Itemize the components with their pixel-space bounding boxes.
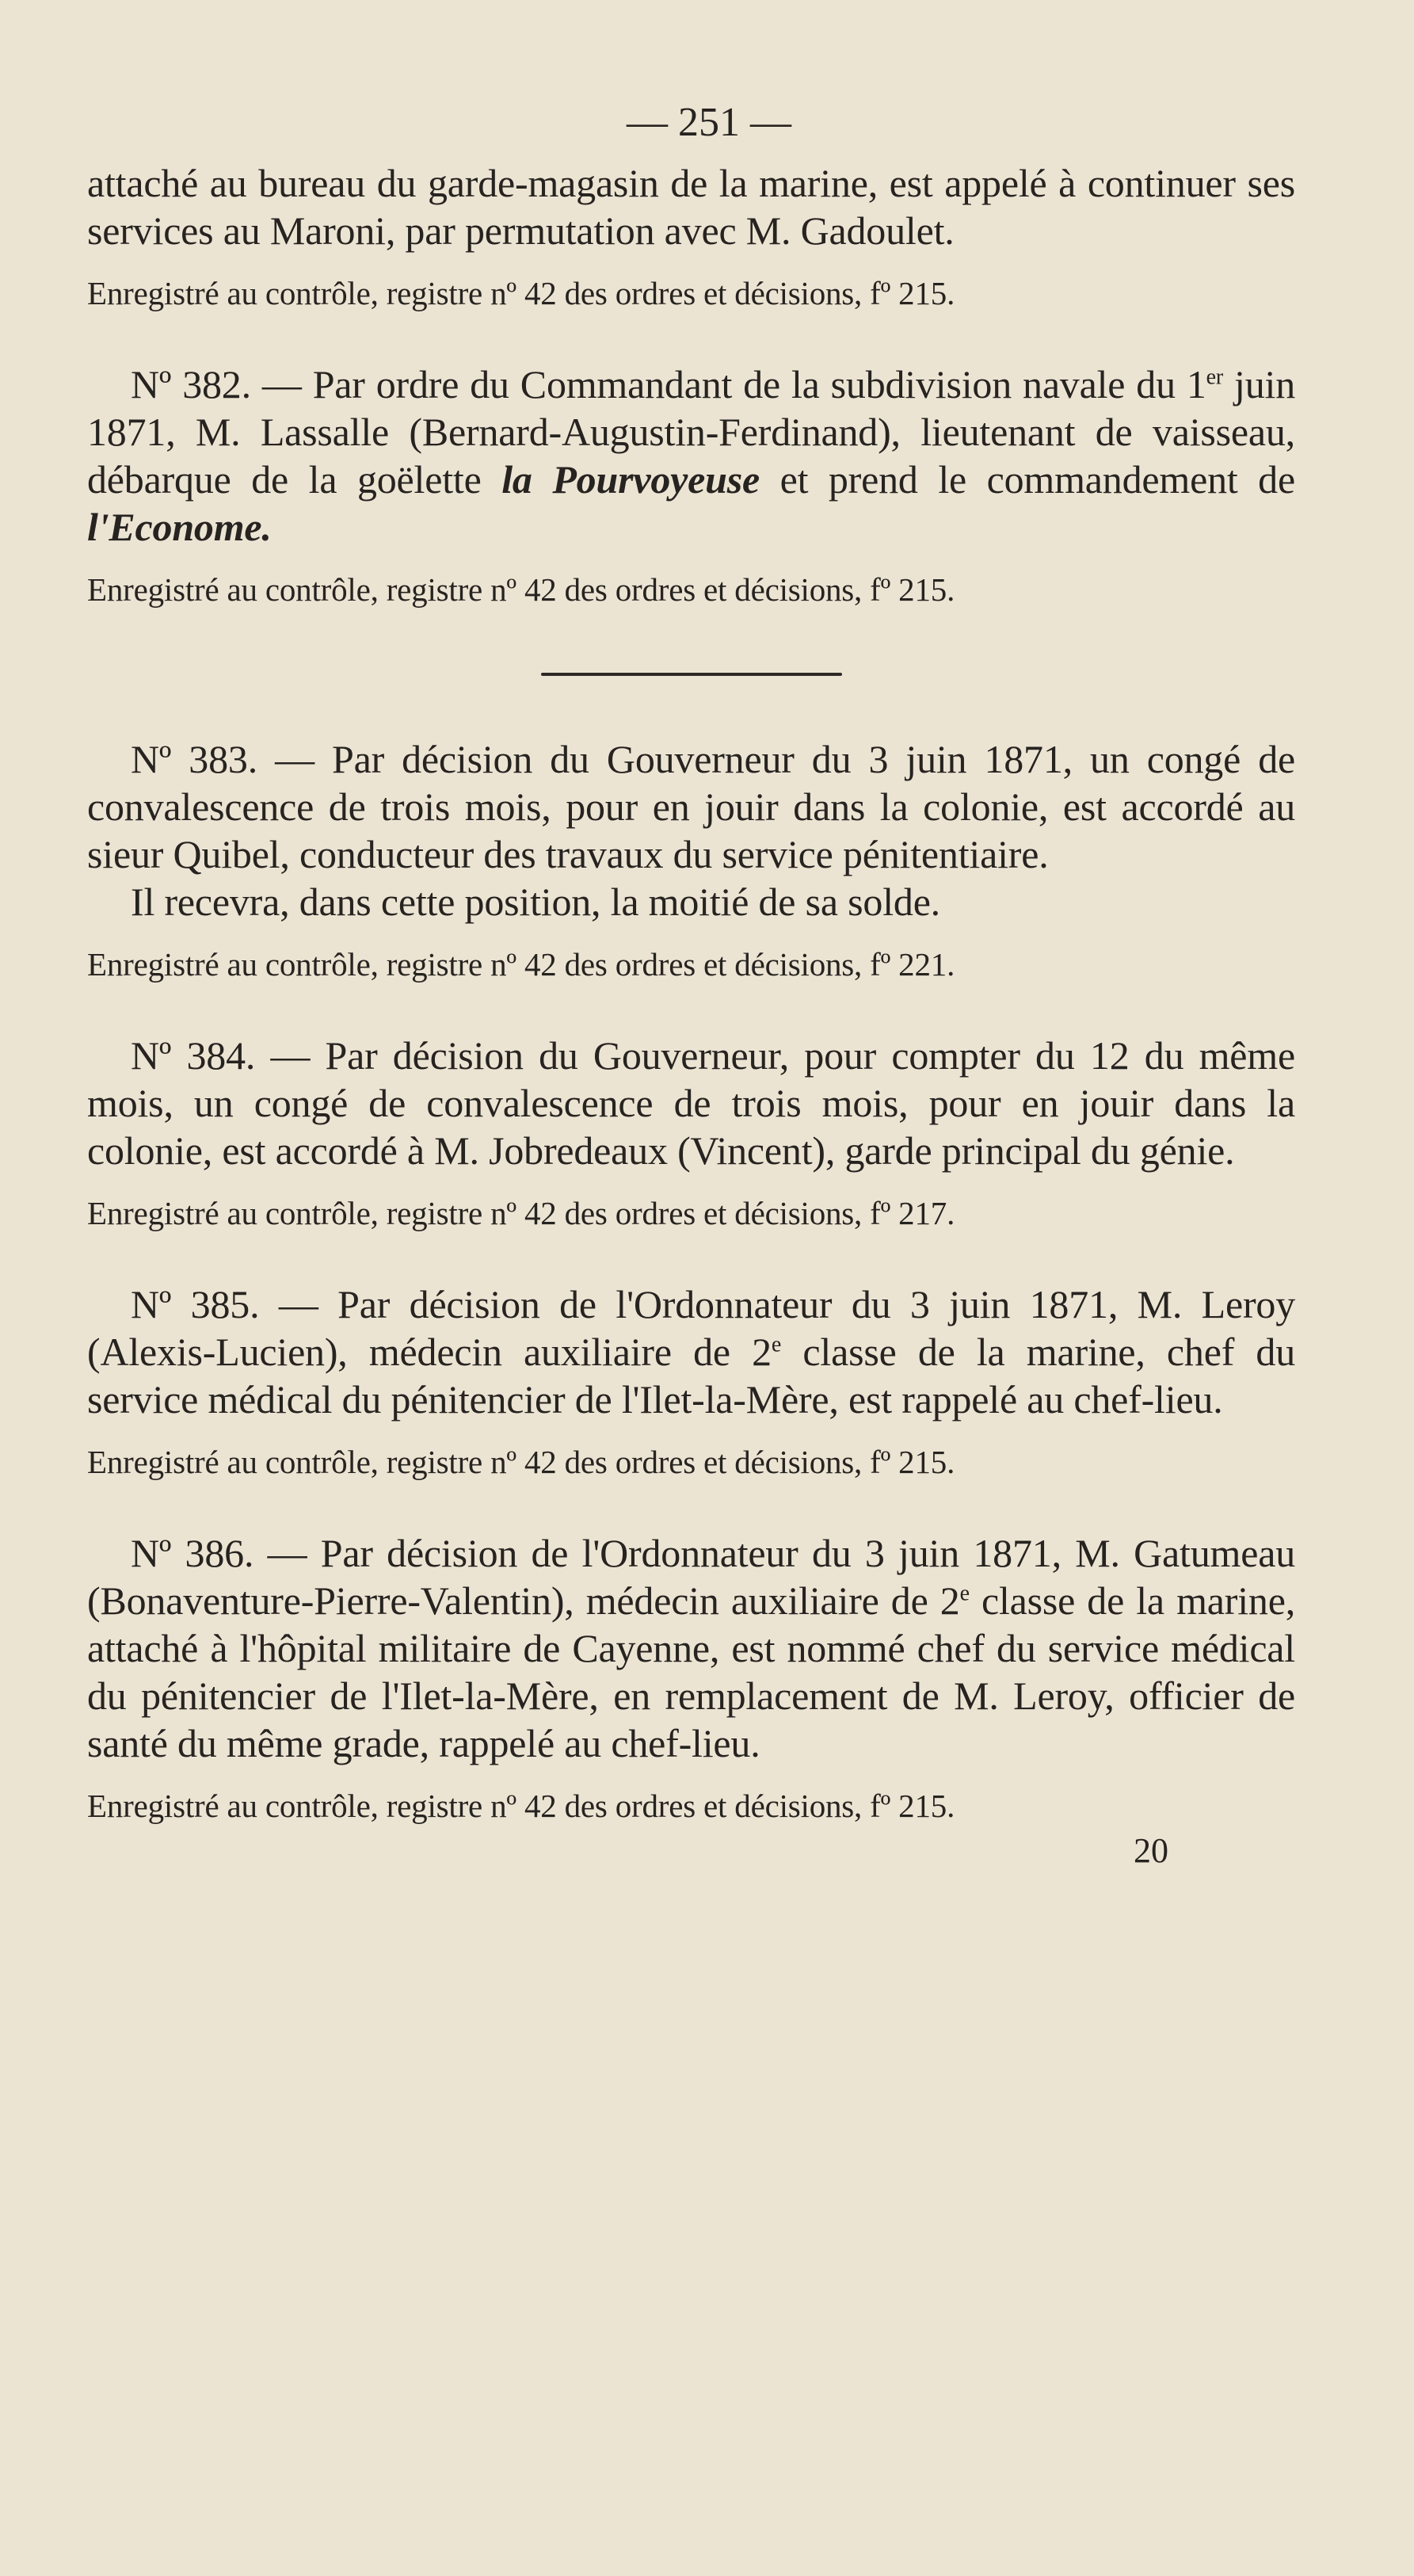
entry-number: Nº 385. [131, 1282, 260, 1326]
intro-block [87, 159, 1295, 315]
entry-number: Nº 383. [131, 737, 257, 781]
entry-385-text: Nº 385. — Par décision de l'Ordonnateur du 3 juin 1871, M. Leroy (Alexis-Lucien), médecin auxiliaire de 2e classe de la marine, chef du service médical du pénitencier de l'Ilet-la-Mère, est rappelé au chef-lieu. [87, 1282, 1295, 1422]
entry-386-registration: Enregistré au contrôle, registre nº 42 des ordres et décisions, fº 215. [87, 1788, 955, 1824]
entry-383-text: Nº 383. — Par décision du Gouverneur du 3 juin 1871, un congé de convalescence de trois mois, pour en jouir dans la colonie, est accordé au sieur Quibel, conducteur des travaux du service pénitentiaire. [87, 737, 1295, 876]
entry-384 [87, 1032, 1295, 1235]
entry-382-text: Nº 382. — Par ordre du Commandant de la subdivision navale du 1er juin 1871, M. Lassalle (Bernard-Augustin-Ferdinand), lieutenant de vaisseau, débarque de la goëlette la Pourvoyeuse et prend le commandement de l'Econome. [87, 362, 1296, 549]
entry-number: Nº 386. [131, 1531, 254, 1575]
entry-382-registration: Enregistré au contrôle, registre nº 42 des ordres et décisions, fº 215. [87, 571, 955, 608]
entry-number: Nº 384. [131, 1033, 256, 1078]
entry-385-registration: Enregistré au contrôle, registre nº 42 des ordres et décisions, fº 215. [87, 1444, 955, 1480]
entry-383-text-2: Il recevra, dans cette position, la moitié de sa solde. [131, 880, 940, 924]
entry-382 [87, 361, 1295, 611]
signature-mark: 20 [1134, 1831, 1168, 1870]
intro-registration: Enregistré au contrôle, registre nº 42 des ordres et décisions, fº 215. [87, 275, 955, 311]
ship-name-pourvoyeuse: la Pourvoyeuse [501, 457, 760, 502]
entry-384-text: Nº 384. — Par décision du Gouverneur, pour compter du 12 du même mois, un congé de convalescence de trois mois, pour en jouir dans la colonie, est accordé à M. Jobredeaux (Vincent), garde principal du génie. [87, 1033, 1295, 1173]
entry-383 [87, 735, 1295, 986]
page-number: — 251 — [627, 100, 791, 145]
section-divider [541, 673, 842, 676]
entry-384-registration: Enregistré au contrôle, registre nº 42 des ordres et décisions, fº 217. [87, 1195, 955, 1231]
entry-386 [87, 1529, 1295, 1827]
entry-383-registration: Enregistré au contrôle, registre nº 42 des ordres et décisions, fº 221. [87, 946, 955, 983]
entry-386-text: Nº 386. — Par décision de l'Ordonnateur du 3 juin 1871, M. Gatumeau (Bonaventure-Pierre-Valentin), médecin auxiliaire de 2e classe de la marine, attaché à l'hôpital militaire de Cayenne, est nommé chef du service médical du pénitencier de l'Ilet-la-Mère, en remplacement de M. Leroy, officier de santé du même grade, rappelé au chef-lieu. [87, 1531, 1295, 1765]
ship-name-econome: l'Econome. [87, 505, 272, 549]
entry-number: Nº 382. [131, 362, 251, 406]
entry-385 [87, 1280, 1295, 1483]
intro-text: attaché au bureau du garde-magasin de la marine, est appelé à continuer ses services au Maroni, par permutation avec M. Gadoulet. [87, 161, 1295, 253]
